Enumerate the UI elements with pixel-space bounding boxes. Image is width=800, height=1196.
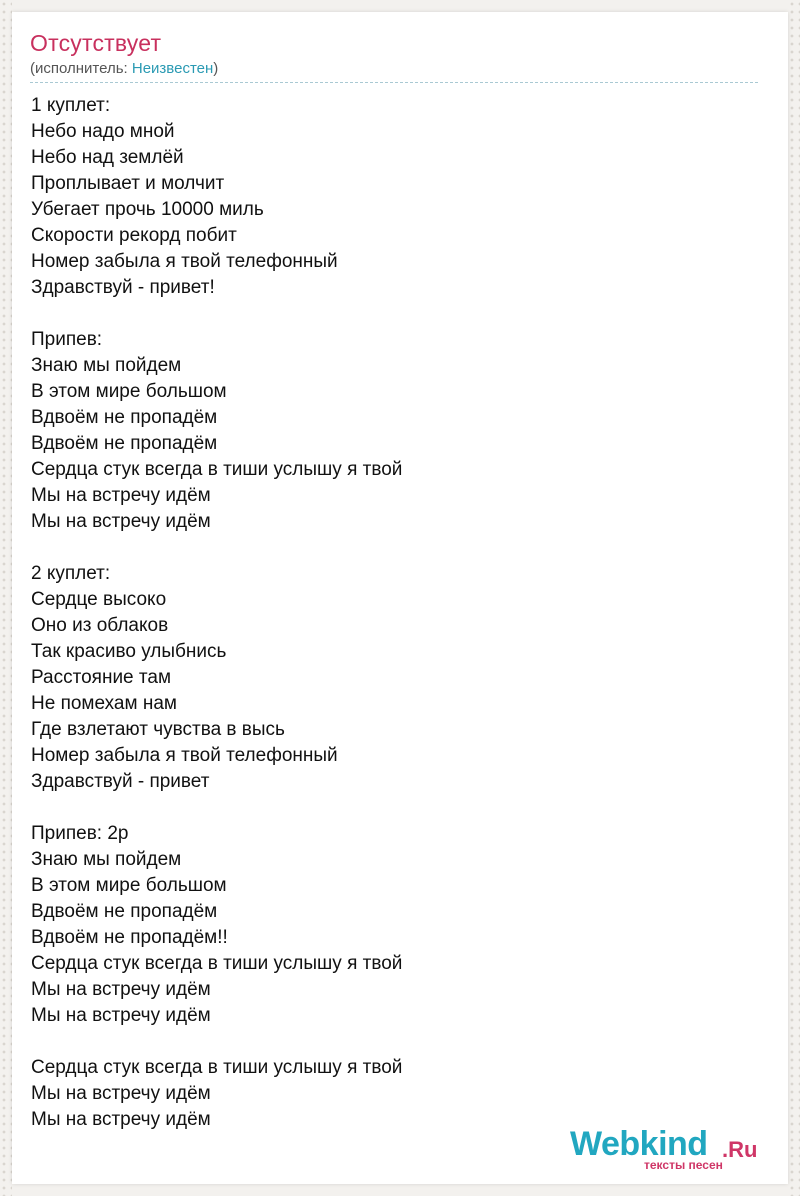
logo-domain: .Ru bbox=[722, 1137, 758, 1162]
lyric-line: Вдвоём не пропадём!! bbox=[31, 927, 228, 948]
lyric-line: Сердце высоко bbox=[31, 589, 167, 610]
lyric-line: Убегает прочь 10000 миль bbox=[31, 199, 264, 220]
lyric-line: Проплывает и молчит bbox=[31, 173, 225, 194]
lyric-line: Не помехам нам bbox=[31, 693, 177, 714]
lyric-line: Припев: bbox=[31, 329, 103, 350]
lyric-line: Сердца стук всегда в тиши услышу я твой bbox=[31, 459, 403, 480]
lyric-line: Оно из облаков bbox=[31, 615, 169, 636]
lyric-line: 1 куплет: bbox=[31, 95, 111, 116]
lyric-line: Мы на встречу идём bbox=[31, 485, 211, 506]
lyric-line: Вдвоём не пропадём bbox=[31, 407, 218, 428]
stanza-gap bbox=[31, 1029, 771, 1055]
lyric-line: Мы на встречу идём bbox=[31, 1109, 211, 1130]
lyric-line: Небо надо мной bbox=[31, 121, 175, 142]
artist-link[interactable]: Неизвестен bbox=[131, 60, 214, 77]
left-dotted-border bbox=[0, 0, 12, 1196]
lyric-line: Скорости рекорд побит bbox=[31, 225, 237, 246]
lyric-line: В этом мире большом bbox=[31, 875, 227, 896]
logo-tagline: тексты песен bbox=[644, 1158, 723, 1172]
lyric-line: 2 куплет: bbox=[31, 563, 111, 584]
lyric-line: Сердца стук всегда в тиши услышу я твой bbox=[31, 953, 403, 974]
artist-line bbox=[30, 58, 758, 80]
artist-suffix: ) bbox=[213, 60, 219, 77]
lyric-line: Здравствуй - привет bbox=[31, 771, 210, 792]
lyric-line: Сердца стук всегда в тиши услышу я твой bbox=[31, 1057, 403, 1078]
stanza-gap bbox=[31, 301, 771, 327]
stanza-gap bbox=[31, 535, 771, 561]
artist-prefix: (исполнитель: bbox=[30, 60, 132, 77]
lyric-line: Номер забыла я твой телефонный bbox=[31, 251, 338, 272]
lyric-line: В этом мире большом bbox=[31, 381, 227, 402]
lyric-line: Мы на встречу идём bbox=[31, 511, 211, 532]
lyric-line: Мы на встречу идём bbox=[31, 1083, 211, 1104]
lyric-line: Расстояние там bbox=[31, 667, 172, 688]
lyric-line: Припев: 2р bbox=[31, 823, 129, 844]
lyric-line: Где взлетают чувства в высь bbox=[31, 719, 285, 740]
lyric-line: Так красиво улыбнись bbox=[31, 641, 227, 662]
lyric-line: Мы на встречу идём bbox=[31, 979, 211, 1000]
stanza-gap bbox=[31, 795, 771, 821]
lyric-line: Вдвоём не пропадём bbox=[31, 433, 218, 454]
lyrics-body bbox=[31, 93, 771, 1133]
webkind-logo[interactable] bbox=[570, 1124, 770, 1176]
lyric-line: Небо над землёй bbox=[31, 147, 184, 168]
song-title: Отсутствует bbox=[30, 30, 162, 56]
lyric-line: Вдвоём не пропадём bbox=[31, 901, 218, 922]
right-dotted-border bbox=[788, 0, 800, 1196]
lyric-line: Знаю мы пойдем bbox=[31, 355, 182, 376]
song-header bbox=[30, 28, 758, 83]
lyric-line: Номер забыла я твой телефонный bbox=[31, 745, 338, 766]
logo-wordmark: Webkind bbox=[570, 1125, 708, 1163]
lyric-line: Здравствуй - привет! bbox=[31, 277, 215, 298]
lyric-line: Знаю мы пойдем bbox=[31, 849, 182, 870]
lyric-line: Мы на встречу идём bbox=[31, 1005, 211, 1026]
